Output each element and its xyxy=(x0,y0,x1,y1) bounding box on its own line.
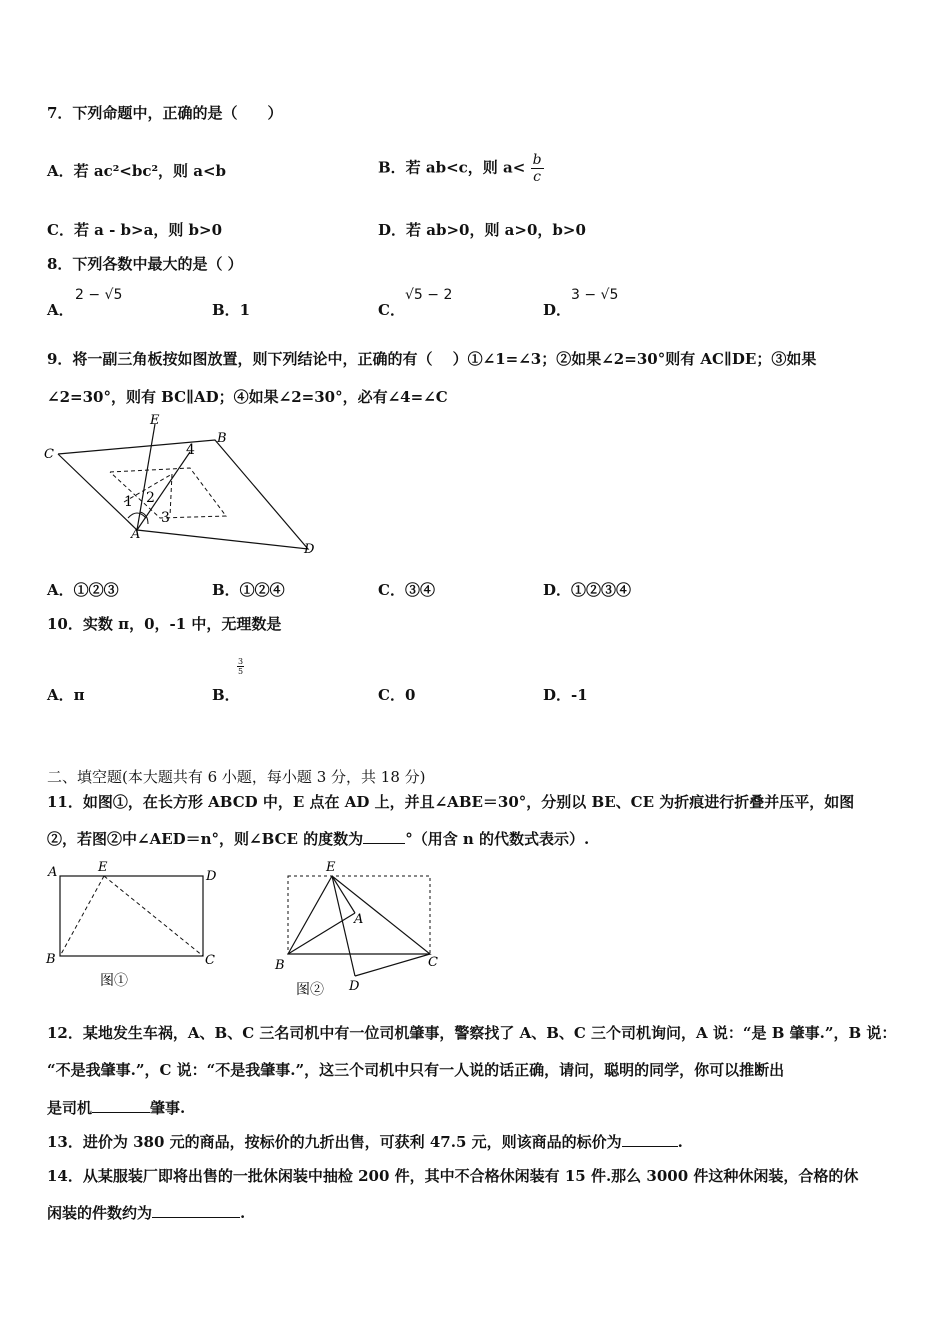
fig2-label-e: E xyxy=(326,860,336,875)
q7-option-b xyxy=(378,152,544,185)
q8-option-b: B．1 xyxy=(212,301,251,319)
fig-angle-2: 2 xyxy=(146,490,155,506)
q7-option-d: D．若 ab>0，则 a>0，b>0 xyxy=(378,221,586,239)
q12-answer-blank[interactable] xyxy=(92,1112,150,1113)
fraction-numerator: 3 xyxy=(238,657,244,666)
q8-option-d-expr: 3 − √5 xyxy=(571,287,619,303)
fig1-label-e: E xyxy=(98,860,108,875)
q8-stem: 8．下列各数中最大的是（ ） xyxy=(47,255,243,273)
fraction-denominator: 5 xyxy=(238,667,244,676)
q9-option-d: D．①②③④ xyxy=(543,581,632,599)
fig2-caption: 图② xyxy=(296,982,324,998)
q12-line3 xyxy=(47,1097,185,1118)
q11-line2 xyxy=(47,828,589,849)
q8-option-c-expr: √5 − 2 xyxy=(405,287,453,303)
q13-end: . xyxy=(677,1133,683,1151)
q11-answer-blank[interactable] xyxy=(363,843,405,844)
section-title-fill-in: 二、填空题(本大题共有 6 小题，每小题 3 分，共 18 分) xyxy=(47,768,426,786)
fig-label-d: D xyxy=(304,542,315,557)
fig2-label-a: A xyxy=(354,912,364,927)
q7-option-a: A．若 ac²<bc²，则 a<b xyxy=(47,162,227,180)
q13-line xyxy=(47,1131,683,1152)
q9-stem-line2: ∠2=30°，则有 BC∥AD；④如果∠2=30°，必有∠4=∠C xyxy=(47,388,448,406)
q13-text: 13．进价为 380 元的商品，按标价的九折出售，可获利 47.5 元，则该商品的标价为 xyxy=(47,1133,622,1151)
q14-line2 xyxy=(47,1202,245,1223)
fig2-label-d: D xyxy=(349,979,360,994)
q7-option-b-fraction xyxy=(531,152,544,185)
fig2-label-c: C xyxy=(428,955,438,970)
q14-answer-blank[interactable] xyxy=(152,1217,240,1218)
fig1-label-d: D xyxy=(206,869,217,884)
q8-option-a-expr: 2 − √5 xyxy=(75,287,123,303)
fig1-caption: 图① xyxy=(100,973,128,989)
q9-stem-line1: 9．将一副三角板按如图放置，则下列结论中，正确的有（ ）①∠1=∠3；②如果∠2=30°则有 AC∥DE；③如果 xyxy=(47,350,817,368)
fig-label-a: A xyxy=(131,527,141,542)
fig-angle-4: 4 xyxy=(186,442,195,458)
fig1-label-b: B xyxy=(46,952,56,967)
q14-line1: 14．从某服装厂即将出售的一批休闲装中抽检 200 件，其中不合格休闲装有 15 件.那么 3000 件这种休闲装，合格的休 xyxy=(47,1167,859,1185)
q7-stem: 7．下列命题中，正确的是（ ） xyxy=(47,104,283,122)
fig-label-e: E xyxy=(150,413,160,428)
fig-angle-1: 1 xyxy=(124,494,133,510)
q7-option-b-text: B．若 ab<c，则 a< xyxy=(378,158,526,177)
q9-triangle-figure xyxy=(40,412,330,564)
q11-line1: 11．如图①，在长方形 ABCD 中，E 点在 AD 上，并且∠ABE＝30°，分别以 BE、CE 为折痕进行折叠并压平，如图 xyxy=(47,793,855,811)
q10-option-b-fraction xyxy=(237,657,244,676)
fig2-label-b: B xyxy=(275,958,285,973)
fig-angle-3: 3 xyxy=(161,510,170,526)
fig-label-b: B xyxy=(217,431,227,446)
q8-option-c-label: C． xyxy=(378,301,405,319)
q14-text: 闲装的件数约为 xyxy=(47,1204,153,1222)
q10-stem: 10．实数 π，0，-1 中，无理数是 xyxy=(47,615,282,633)
q11-line2-text: ②，若图②中∠AED＝n°，则∠BCE 的度数为 xyxy=(47,830,364,848)
q12-line3-end: 肇事. xyxy=(150,1099,186,1117)
q10-option-b-label: B． xyxy=(212,686,240,704)
q12-line2: “不是我肇事.”，C 说：“不是我肇事.”，这三个司机中只有一人说的话正确，请问，聪明的同学，你可以推断出 xyxy=(47,1061,785,1079)
q12-line1: 12．某地发生车祸，A、B、C 三名司机中有一位司机肇事，警察找了 A、B、C 三个司机询问，A 说：“是 B 肇事.”，B 说： xyxy=(47,1024,897,1042)
fig1-label-c: C xyxy=(205,953,215,968)
q13-answer-blank[interactable] xyxy=(622,1146,678,1147)
q11-line2-end: °（用含 n 的代数式表示）. xyxy=(405,830,590,848)
q9-option-b: B．①②④ xyxy=(212,581,285,599)
q10-option-a: A．π xyxy=(47,686,85,704)
q9-option-c: C．③④ xyxy=(378,581,435,599)
q11-figure-2 xyxy=(270,856,450,1002)
q12-line3-text: 是司机 xyxy=(47,1099,93,1117)
q14-end: . xyxy=(240,1204,246,1222)
q8-option-d-label: D． xyxy=(543,301,572,319)
q9-option-a: A．①②③ xyxy=(47,581,119,599)
q7-option-c: C．若 a - b>a，则 b>0 xyxy=(47,221,223,239)
q11-figure-1 xyxy=(42,856,232,992)
fraction-denominator: c xyxy=(533,169,541,185)
q10-option-d: D．-1 xyxy=(543,686,588,704)
fraction-numerator: b xyxy=(532,152,542,168)
q10-option-c: C．0 xyxy=(378,686,416,704)
fig-label-c: C xyxy=(44,447,54,462)
q8-option-a-label: A． xyxy=(47,301,74,319)
fig1-label-a: A xyxy=(48,865,58,880)
